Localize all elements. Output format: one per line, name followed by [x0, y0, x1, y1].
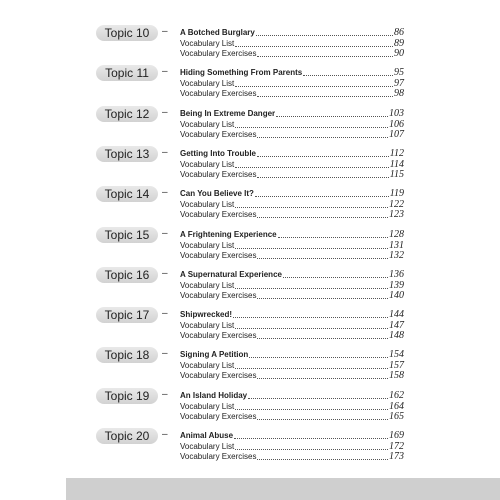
- topic-block: [0, 428, 500, 464]
- page-number: 107: [389, 129, 404, 140]
- entry-vocabulary-list: [180, 160, 404, 170]
- entry-title: [180, 431, 404, 441]
- page-number: 169: [389, 430, 404, 441]
- dot-leader: [235, 449, 388, 450]
- page-number: 172: [389, 441, 404, 452]
- topic-block: [0, 267, 500, 303]
- page-number: 115: [389, 169, 404, 180]
- dot-leader: [235, 167, 388, 168]
- page-number: 144: [389, 309, 404, 320]
- dash: –: [162, 268, 168, 279]
- topic-label: Topic 11: [96, 65, 158, 81]
- topic-label: Topic 13: [96, 146, 158, 162]
- topic-block: [0, 25, 500, 61]
- page-number: 97: [394, 78, 404, 89]
- entry-vocabulary-label: Vocabulary List: [180, 79, 235, 88]
- topic-label: Topic 17: [96, 307, 158, 323]
- entry-vocabulary-label: Vocabulary List: [180, 402, 235, 411]
- entry-title: [180, 109, 404, 119]
- entry-vocabulary-exercises: [180, 130, 404, 140]
- entry-title-label: A Supernatural Experience: [180, 270, 282, 279]
- entry-vocabulary-exercises: [180, 291, 404, 301]
- topic-block: [0, 347, 500, 383]
- entry-vocabulary-list: [180, 442, 404, 452]
- dot-leader: [235, 86, 393, 87]
- entry-title-label: Being In Extreme Danger: [180, 109, 276, 118]
- entry-vocabulary-label: Vocabulary List: [180, 241, 235, 250]
- entry-title-label: Can You Believe It?: [180, 189, 254, 198]
- entry-title-label: A Botched Burglary: [180, 28, 255, 37]
- page-number: 162: [389, 390, 404, 401]
- entry-exercises-label: Vocabulary Exercises: [180, 130, 257, 139]
- dot-leader: [235, 46, 393, 47]
- entry-exercises-label: Vocabulary Exercises: [180, 251, 257, 260]
- entry-vocabulary-list: [180, 39, 404, 49]
- entry-vocabulary-list: [180, 281, 404, 291]
- dot-leader: [257, 56, 393, 57]
- entry-title: [180, 270, 404, 280]
- entry-vocabulary-label: Vocabulary List: [180, 321, 235, 330]
- topic-block: [0, 186, 500, 222]
- dash: –: [162, 107, 168, 118]
- page-number: 106: [389, 119, 404, 130]
- dash: –: [162, 147, 168, 158]
- page-number: 122: [389, 199, 404, 210]
- entry-vocabulary-list: [180, 321, 404, 331]
- entry-title-label: Hiding Something From Parents: [180, 68, 303, 77]
- page-number: 95: [394, 67, 404, 78]
- topic-block: [0, 106, 500, 142]
- entry-title: [180, 310, 404, 320]
- dot-leader: [235, 409, 388, 410]
- dot-leader: [257, 419, 388, 420]
- dash: –: [162, 228, 168, 239]
- entry-vocabulary-exercises: [180, 452, 404, 462]
- entry-vocabulary-label: Vocabulary List: [180, 120, 235, 129]
- dot-leader: [257, 298, 388, 299]
- dash: –: [162, 26, 168, 37]
- page-number: 89: [394, 38, 404, 49]
- page-number: 148: [389, 330, 404, 341]
- entry-exercises-label: Vocabulary Exercises: [180, 89, 257, 98]
- page-number: 139: [389, 280, 404, 291]
- entry-vocabulary-list: [180, 200, 404, 210]
- topic-block: [0, 146, 500, 182]
- entry-vocabulary-list: [180, 361, 404, 371]
- dot-leader: [278, 237, 388, 238]
- entry-title-label: Animal Abuse: [180, 431, 234, 440]
- entry-title: [180, 230, 404, 240]
- topic-label: Topic 20: [96, 428, 158, 444]
- dot-leader: [235, 368, 388, 369]
- entry-vocabulary-label: Vocabulary List: [180, 281, 235, 290]
- dot-leader: [257, 258, 388, 259]
- dot-leader: [303, 75, 393, 76]
- page-number: 128: [389, 229, 404, 240]
- entry-vocabulary-label: Vocabulary List: [180, 160, 235, 169]
- entry-exercises-label: Vocabulary Exercises: [180, 170, 257, 179]
- page-number: 98: [394, 88, 404, 99]
- dot-leader: [257, 137, 388, 138]
- page-number: 147: [389, 320, 404, 331]
- page-number: 119: [389, 188, 404, 199]
- entry-title-label: Signing A Petition: [180, 350, 249, 359]
- entry-vocabulary-exercises: [180, 49, 404, 59]
- dot-leader: [257, 177, 388, 178]
- entry-vocabulary-exercises: [180, 331, 404, 341]
- page-number: 86: [394, 27, 404, 38]
- entry-vocabulary-list: [180, 241, 404, 251]
- topic-label: Topic 19: [96, 388, 158, 404]
- entry-exercises-label: Vocabulary Exercises: [180, 291, 257, 300]
- dot-leader: [257, 217, 388, 218]
- dot-leader: [257, 156, 389, 157]
- page-number: 158: [389, 370, 404, 381]
- entry-title-label: A Frightening Experience: [180, 230, 277, 239]
- page-number: 164: [389, 401, 404, 412]
- page-number: 157: [389, 360, 404, 371]
- entry-title-label: Getting Into Trouble: [180, 149, 256, 158]
- entry-vocabulary-exercises: [180, 170, 404, 180]
- dot-leader: [235, 207, 388, 208]
- entry-exercises-label: Vocabulary Exercises: [180, 412, 257, 421]
- page-number: 173: [389, 451, 404, 462]
- entry-title-label: An Island Holiday: [180, 391, 248, 400]
- dot-leader: [257, 96, 393, 97]
- dash: –: [162, 308, 168, 319]
- entry-title-label: Shipwrecked!: [180, 310, 233, 319]
- entry-title: [180, 28, 404, 38]
- entry-vocabulary-exercises: [180, 412, 404, 422]
- page-number: 112: [389, 148, 404, 159]
- entry-title: [180, 350, 404, 360]
- dash: –: [162, 66, 168, 77]
- page-number: 136: [389, 269, 404, 280]
- dot-leader: [255, 196, 389, 197]
- entry-exercises-label: Vocabulary Exercises: [180, 49, 257, 58]
- dot-leader: [257, 338, 388, 339]
- topic-label: Topic 15: [96, 227, 158, 243]
- page-number: 103: [389, 108, 404, 119]
- dash: –: [162, 429, 168, 440]
- entry-title: [180, 391, 404, 401]
- entry-vocabulary-label: Vocabulary List: [180, 361, 235, 370]
- entry-vocabulary-list: [180, 120, 404, 130]
- entry-vocabulary-label: Vocabulary List: [180, 200, 235, 209]
- dot-leader: [235, 328, 388, 329]
- dash: –: [162, 348, 168, 359]
- entry-exercises-label: Vocabulary Exercises: [180, 371, 257, 380]
- dot-leader: [235, 248, 388, 249]
- topic-label: Topic 14: [96, 186, 158, 202]
- page-number: 165: [389, 411, 404, 422]
- page-number: 132: [389, 250, 404, 261]
- entry-vocabulary-exercises: [180, 89, 404, 99]
- dot-leader: [235, 288, 388, 289]
- dash: –: [162, 389, 168, 400]
- entry-exercises-label: Vocabulary Exercises: [180, 331, 257, 340]
- topic-label: Topic 18: [96, 347, 158, 363]
- entry-title: [180, 149, 404, 159]
- dot-leader: [257, 378, 388, 379]
- entry-vocabulary-label: Vocabulary List: [180, 39, 235, 48]
- topic-block: [0, 227, 500, 263]
- dot-leader: [248, 398, 388, 399]
- bottom-band: [66, 478, 500, 500]
- dot-leader: [283, 277, 388, 278]
- dash: –: [162, 187, 168, 198]
- dot-leader: [235, 127, 388, 128]
- entry-title: [180, 189, 404, 199]
- entry-vocabulary-exercises: [180, 371, 404, 381]
- entry-vocabulary-label: Vocabulary List: [180, 442, 235, 451]
- topic-label: Topic 10: [96, 25, 158, 41]
- entry-exercises-label: Vocabulary Exercises: [180, 210, 257, 219]
- dot-leader: [276, 116, 388, 117]
- topic-block: [0, 307, 500, 343]
- page-number: 114: [389, 159, 404, 170]
- entry-vocabulary-list: [180, 402, 404, 412]
- page-number: 90: [394, 48, 404, 59]
- page-number: 154: [389, 349, 404, 360]
- page-number: 123: [389, 209, 404, 220]
- dot-leader: [249, 357, 388, 358]
- dot-leader: [257, 459, 388, 460]
- dot-leader: [233, 317, 388, 318]
- dot-leader: [234, 438, 388, 439]
- topic-label: Topic 12: [96, 106, 158, 122]
- entry-title: [180, 68, 404, 78]
- page-number: 140: [389, 290, 404, 301]
- entry-vocabulary-list: [180, 79, 404, 89]
- topic-block: [0, 388, 500, 424]
- dot-leader: [256, 35, 393, 36]
- entry-exercises-label: Vocabulary Exercises: [180, 452, 257, 461]
- entry-vocabulary-exercises: [180, 210, 404, 220]
- entry-vocabulary-exercises: [180, 251, 404, 261]
- topic-block: [0, 65, 500, 101]
- topic-label: Topic 16: [96, 267, 158, 283]
- page-number: 131: [389, 240, 404, 251]
